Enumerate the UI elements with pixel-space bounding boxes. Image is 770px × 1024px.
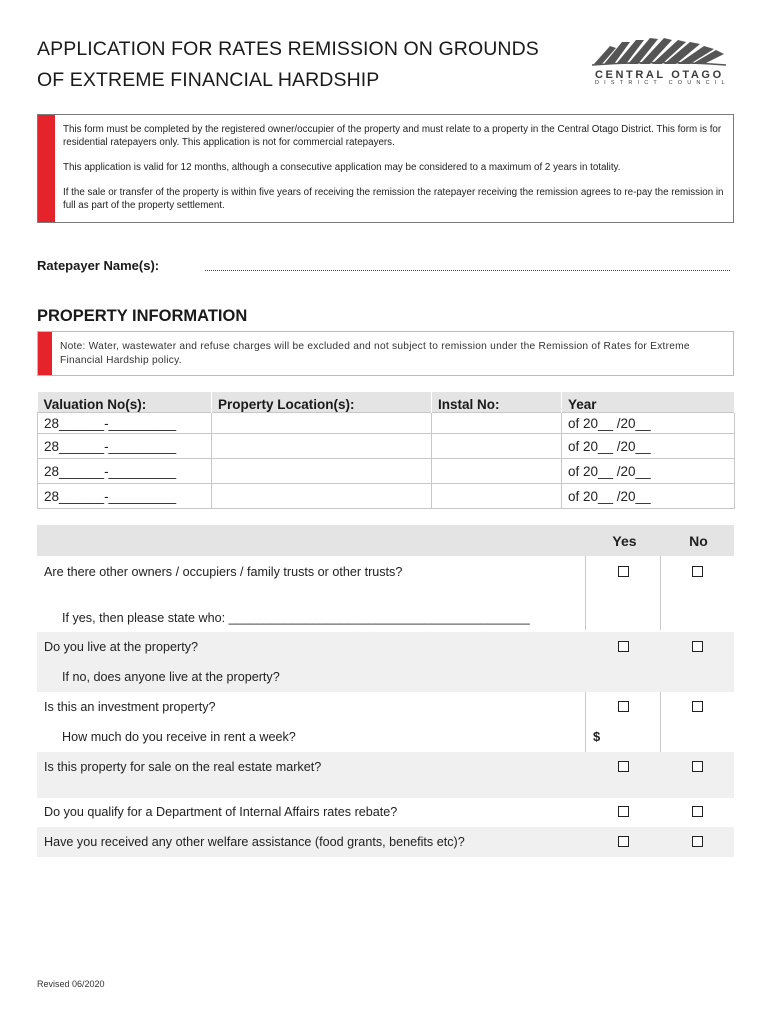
- valuation-field[interactable]: 28______-_________: [38, 484, 212, 509]
- title-line-1: APPLICATION FOR RATES REMISSION ON GROUNDS: [37, 38, 539, 60]
- intro-paragraph-1: This form must be completed by the registered owner/occupier of the property and must relate to a property in the Central Otago District. This form is for residential ratepayers only. This application is not for commercial ratepayers.: [63, 124, 722, 148]
- instal-field[interactable]: [432, 484, 562, 509]
- logo-subtext: DISTRICT COUNCIL: [595, 80, 730, 86]
- year-field[interactable]: of 20__ /20__: [562, 434, 735, 459]
- question-investment-property: Is this an investment property?: [44, 700, 216, 714]
- yes-column-label: Yes: [612, 533, 637, 549]
- q3-no-checkbox[interactable]: [692, 701, 703, 712]
- no-column-label: No: [689, 533, 708, 549]
- location-field[interactable]: [212, 459, 432, 484]
- q3-yes-checkbox[interactable]: [618, 701, 629, 712]
- q1-yes-checkbox[interactable]: [618, 566, 629, 577]
- q5-yes-checkbox[interactable]: [618, 806, 629, 817]
- q4-yes-checkbox[interactable]: [618, 761, 629, 772]
- q2-yes-checkbox[interactable]: [618, 641, 629, 652]
- q5-no-checkbox[interactable]: [692, 806, 703, 817]
- header-year: Year: [562, 392, 735, 413]
- intro-paragraph-2: This application is valid for 12 months, although a consecutive application may be considered to a maximum of 2 years in totality.: [63, 162, 621, 173]
- table-header-row: [38, 392, 735, 413]
- header-instal: Instal No:: [432, 392, 562, 413]
- property-note: Note: Water, wastewater and refuse charges will be excluded and not subject to remission under the Remission of Rates for Extreme Financial Hardship policy.: [60, 341, 690, 366]
- question-welfare-assistance: Have you received any other welfare assistance (food grants, benefits etc)?: [44, 835, 465, 849]
- question-band: [37, 752, 734, 798]
- question-for-sale: Is this property for sale on the real estate market?: [44, 760, 322, 774]
- column-divider: [585, 556, 586, 630]
- question-other-owners: Are there other owners / occupiers / family trusts or other trusts?: [44, 565, 403, 579]
- instal-field[interactable]: [432, 459, 562, 484]
- ratepayer-label: Ratepayer Name(s):: [37, 258, 160, 273]
- page-title: [37, 34, 597, 96]
- ratepayer-name-field[interactable]: [205, 270, 730, 271]
- location-field[interactable]: [212, 434, 432, 459]
- valuation-field[interactable]: 28______-_________: [38, 459, 212, 484]
- q6-yes-checkbox[interactable]: [618, 836, 629, 847]
- question-anyone-live: If no, does anyone live at the property?: [62, 670, 280, 684]
- column-divider: [660, 556, 661, 630]
- revision-date: Revised 06/2020: [37, 979, 105, 989]
- rent-amount-field[interactable]: $: [593, 729, 601, 744]
- table-row: [38, 459, 735, 484]
- instal-field[interactable]: [432, 434, 562, 459]
- instal-field[interactable]: [432, 413, 562, 434]
- valuation-field[interactable]: 28______-_________: [38, 413, 212, 434]
- title-line-2: OF EXTREME FINANCIAL HARDSHIP: [37, 69, 380, 91]
- table-row: [38, 434, 735, 459]
- column-divider: [585, 692, 586, 752]
- column-divider: [660, 692, 661, 752]
- intro-box: [37, 114, 734, 223]
- location-field[interactable]: [212, 413, 432, 434]
- property-table: [37, 392, 735, 509]
- q4-no-checkbox[interactable]: [692, 761, 703, 772]
- valuation-field[interactable]: 28______-_________: [38, 434, 212, 459]
- question-state-who[interactable]: If yes, then please state who: ___________________________________________: [62, 611, 530, 625]
- q6-no-checkbox[interactable]: [692, 836, 703, 847]
- property-note-box: [37, 331, 734, 376]
- question-rates-rebate: Do you qualify for a Department of Internal Affairs rates rebate?: [44, 805, 398, 819]
- note-accent-bar: [38, 332, 52, 375]
- header-location: Property Location(s):: [212, 392, 432, 413]
- q2-no-checkbox[interactable]: [692, 641, 703, 652]
- logo-text: CENTRAL OTAGO: [595, 69, 724, 81]
- q1-no-checkbox[interactable]: [692, 566, 703, 577]
- question-live-at-property: Do you live at the property?: [44, 640, 199, 654]
- intro-paragraph-3: If the sale or transfer of the property is within five years of receiving the remission the ratepayer receiving the remission agrees to re-pay the remission in full as part of the property settlement.: [63, 187, 724, 211]
- location-field[interactable]: [212, 484, 432, 509]
- year-field[interactable]: of 20__ /20__: [562, 459, 735, 484]
- table-row: [38, 484, 735, 509]
- intro-accent-bar: [38, 115, 55, 222]
- year-field[interactable]: of 20__ /20__: [562, 484, 735, 509]
- table-row: [38, 413, 735, 434]
- header-valuation: Valuation No(s):: [38, 392, 212, 413]
- year-field[interactable]: of 20__ /20__: [562, 413, 735, 434]
- question-rent-per-week: How much do you receive in rent a week?: [62, 730, 296, 744]
- section-title-property: PROPERTY INFORMATION: [37, 307, 248, 325]
